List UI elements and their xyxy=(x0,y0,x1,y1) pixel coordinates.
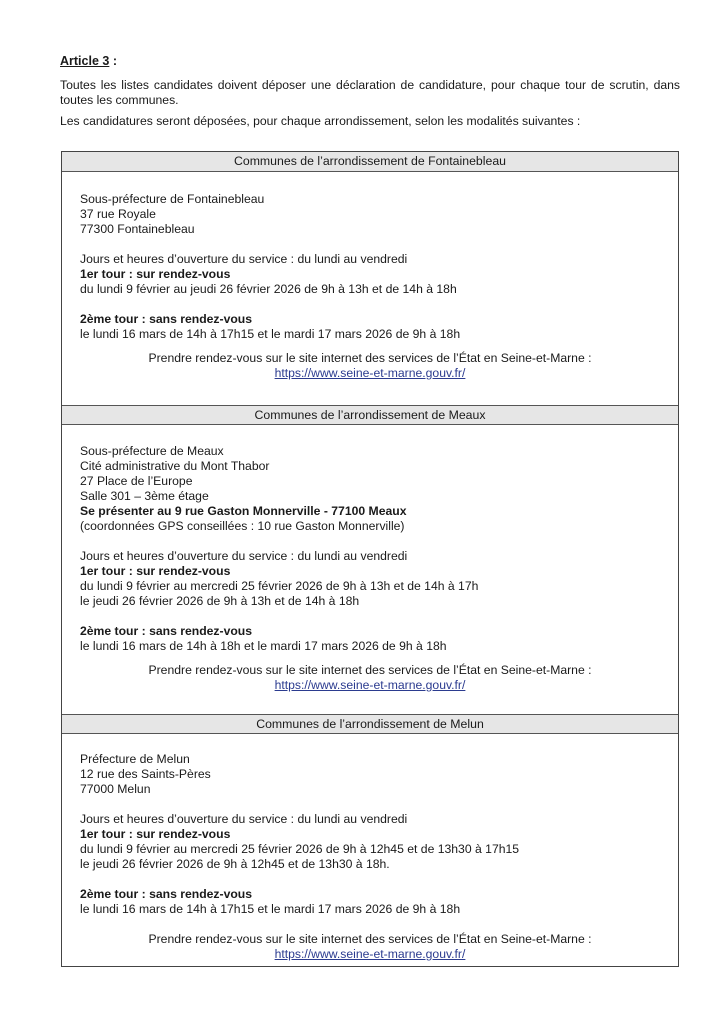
article-title xyxy=(60,54,117,69)
tour2-schedule: le lundi 16 mars de 14h à 17h15 et le mardi 17 mars 2026 de 9h à 18h xyxy=(80,902,461,916)
rdv-text: Prendre rendez-vous sur le site internet des services de l’État en Seine-et-Marne : xyxy=(148,932,592,946)
address-line: Sous-préfecture de Meaux xyxy=(80,444,224,458)
article-intro xyxy=(60,78,680,135)
tour1-label: 1er tour : sur rendez-vous xyxy=(80,564,231,578)
tour2-label: 2ème tour : sans rendez-vous xyxy=(80,312,253,326)
arrondissement-table xyxy=(61,151,679,967)
address-line: Salle 301 – 3ème étage xyxy=(80,489,209,503)
tour2-label: 2ème tour : sans rendez-vous xyxy=(80,887,253,901)
opening-hours: Jours et heures d’ouverture du service : du lundi au vendredi xyxy=(80,252,408,266)
address-line: Cité administrative du Mont Thabor xyxy=(80,459,270,473)
prefecture-website-link[interactable]: https://www.seine-et-marne.gouv.fr/ xyxy=(274,366,466,380)
article-title-suffix: : xyxy=(109,54,117,68)
opening-hours: Jours et heures d’ouverture du service : du lundi au vendredi xyxy=(80,812,408,826)
rdv-text: Prendre rendez-vous sur le site internet des services de l’État en Seine-et-Marne : xyxy=(148,351,592,365)
tour2-label: 2ème tour : sans rendez-vous xyxy=(80,624,253,638)
opening-hours: Jours et heures d’ouverture du service : du lundi au vendredi xyxy=(80,549,408,563)
tour1-schedule: du lundi 9 février au mercredi 25 février 2026 de 9h à 13h et de 14h à 17h xyxy=(80,579,479,593)
address-line: 27 Place de l’Europe xyxy=(80,474,193,488)
section-body-meaux xyxy=(80,444,660,693)
address-line: Préfecture de Melun xyxy=(80,752,190,766)
tour1-schedule: du lundi 9 février au mercredi 25 février 2026 de 9h à 12h45 et de 13h30 à 17h15 xyxy=(80,842,520,856)
tour2-schedule: le lundi 16 mars de 14h à 17h15 et le mardi 17 mars 2026 de 9h à 18h xyxy=(80,327,461,341)
tour1-label: 1er tour : sur rendez-vous xyxy=(80,827,231,841)
address-line: Sous-préfecture de Fontainebleau xyxy=(80,192,265,206)
gps-note: (coordonnées GPS conseillées : 10 rue Gaston Monnerville) xyxy=(80,519,405,533)
section-body-fontainebleau xyxy=(80,192,660,381)
address-line: 37 rue Royale xyxy=(80,207,156,221)
article-title-text: Article 3 xyxy=(60,54,110,68)
tour1-schedule: le jeudi 26 février 2026 de 9h à 13h et de 14h à 18h xyxy=(80,594,360,608)
prefecture-website-link[interactable]: https://www.seine-et-marne.gouv.fr/ xyxy=(274,678,466,692)
tour1-schedule: du lundi 9 février au jeudi 26 février 2026 de 9h à 13h et de 14h à 18h xyxy=(80,282,457,296)
rdv-text: Prendre rendez-vous sur le site internet des services de l’État en Seine-et-Marne : xyxy=(148,663,592,677)
section-header-meaux: Communes de l’arrondissement de Meaux xyxy=(62,405,678,425)
tour1-label: 1er tour : sur rendez-vous xyxy=(80,267,231,281)
address-line: 77000 Melun xyxy=(80,782,151,796)
section-body-melun xyxy=(80,752,660,962)
tour1-schedule: le jeudi 26 février 2026 de 9h à 12h45 et de 13h30 à 18h. xyxy=(80,857,390,871)
tour2-schedule: le lundi 16 mars de 14h à 18h et le mardi 17 mars 2026 de 9h à 18h xyxy=(80,639,447,653)
intro-paragraph: Les candidatures seront déposées, pour chaque arrondissement, selon les modalités suivantes : xyxy=(60,114,581,128)
section-header-fontainebleau: Communes de l’arrondissement de Fontainebleau xyxy=(62,152,678,172)
intro-paragraph: Toutes les listes candidates doivent déposer une déclaration de candidature, pour chaque tour de scrutin, dans toutes les communes. xyxy=(60,78,680,107)
prefecture-website-link[interactable]: https://www.seine-et-marne.gouv.fr/ xyxy=(274,947,466,961)
address-line: 77300 Fontainebleau xyxy=(80,222,195,236)
section-header-melun: Communes de l’arrondissement de Melun xyxy=(62,714,678,734)
address-line: 12 rue des Saints-Pères xyxy=(80,767,211,781)
address-directions: Se présenter au 9 rue Gaston Monnerville - 77100 Meaux xyxy=(80,504,407,518)
